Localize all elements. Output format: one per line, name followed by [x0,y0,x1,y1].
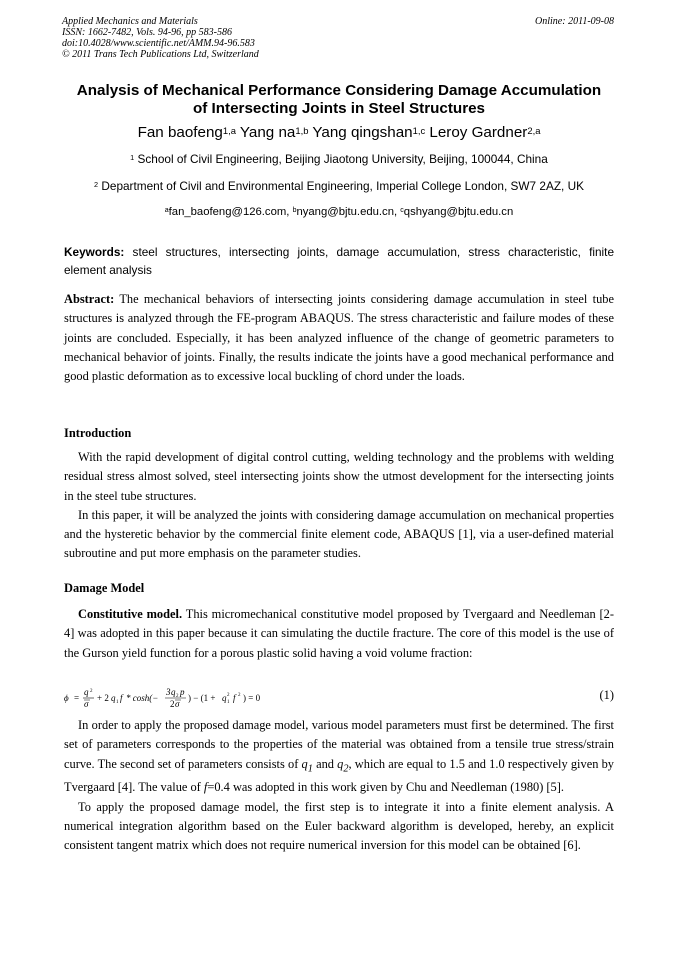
email-link[interactable]: qshyang@bjtu.edu.cn [403,206,514,218]
svg-text:q: q [111,693,116,703]
author-sup: 1,c [412,125,426,137]
svg-text:2: 2 [90,689,93,694]
introduction-body [64,448,614,564]
svg-text:3: 3 [166,687,171,697]
paper-title [60,82,618,118]
gurson-equation [64,686,614,710]
doi-line: doi:10.4028/www.scientific.net/AMM.94-96.583 [62,38,255,49]
svg-text:1: 1 [116,700,119,705]
introduction-paragraph: With the rapid development of digital control cutting, welding technology and the problems with welding residual stress almost solved, steel intersecting joints show the utmost development for the intersecting joints in the steel tube structures. [64,450,614,503]
equation-number: (1) [599,688,614,702]
svg-text:σ: σ [175,699,180,709]
svg-text:q: q [171,687,176,697]
svg-text:* cosh(−: * cosh(− [126,693,159,703]
paragraph-text: In order to apply the proposed damage model, various model parameters must first be determined. The first set of parameters corresponds to the properties of the material was obtained from a tensile true stress/strain curve. The second set of parameters consists of [64,718,614,771]
parameters-paragraph [64,716,614,798]
email-list: $^a$fan_baofeng@126.com, $^b$nyang@bjtu.edu.cn, $^c$qshyang@bjtu.edu.cn [164,206,514,218]
introduction-paragraph: In this paper, it will be analyzed the joints with considering damage accumulation on mechanical properties and the hysteretic behavior by the commercial finite element code, ABAQUS [1], via a user-defined material subroutine and put more emphasis on the parameter studies. [64,507,614,561]
constitutive-model-paragraph [64,605,614,663]
affiliation-2 [40,179,638,193]
q2-subscript: 2 [343,763,349,775]
keywords-section [64,243,614,279]
svg-text:2: 2 [227,693,230,698]
svg-text:+ 2: + 2 [97,693,109,703]
q2-symbol: q [337,756,344,771]
author-name: Yang na [239,124,296,141]
keywords-text: steel structures, intersecting joints, damage accumulation, stress characteristic, finite element analysis [64,245,615,277]
svg-text:2: 2 [170,699,175,709]
abstract-section [64,290,614,386]
email-sup: c [400,206,404,214]
introduction-heading: Introduction [64,426,132,440]
svg-text:σ: σ [84,699,89,709]
affiliation-sup: 1 [130,152,135,162]
email-link[interactable]: nyang@bjtu.edu.cn [296,206,394,218]
svg-text:=: = [74,693,80,703]
svg-text:1: 1 [227,700,230,705]
email-link[interactable]: fan_baofeng@126.com [168,206,287,218]
q1-subscript: 1 [307,763,313,775]
online-date: Online: 2011-09-08 [535,16,614,27]
svg-text:f: f [233,693,236,703]
abstract-label: Abstract: [64,292,115,306]
paragraph-text: =0.4 was adopted in this work given by Chu and Needleman (1980) [5]. [207,780,564,795]
author-sup: 1,b [295,125,309,137]
constitutive-model-text: This micromechanical constitutive model proposed by Tvergaard and Needleman [2-4] was adopted in this paper because it can simulating the ductile fracture. The core of this model is the use of the Gurson yield function for a porous plastic solid having a void volume fraction: [64,607,614,660]
svg-text:f: f [120,693,123,703]
svg-text:p: p [180,687,185,697]
author-name: Leroy Gardner [429,124,528,141]
author-sup: 1,a [222,125,236,137]
affiliation-sup: 2 [94,179,99,189]
integration-paragraph: To apply the proposed damage model, the first step is to integrate it into a finite element analysis. A numerical integration algorithm based on the Euler backward algorithm is developed, hereby, an explicit consistent tangent matrix which does not require numerical inversion for this model can be obtained [6]. [64,799,614,853]
svg-text:) − (1 +: ) − (1 + [188,693,216,703]
keywords-label: Keywords: [64,245,125,259]
title-line-2: of Intersecting Joints in Steel Structures [193,100,485,117]
paragraph-text: , which are equal to 1.5 and 1.0 respectively given by Tvergaard [4]. The value of [64,756,614,795]
and-word: and [316,756,334,771]
damage-model-heading: Damage Model [64,581,145,595]
journal-header [62,16,259,60]
copyright-line: © 2011 Trans Tech Publications Ltd, Switzerland [62,49,259,60]
email-sup: b [292,206,297,214]
author-name: Fan baofeng [137,124,223,141]
q1-symbol: q [301,756,308,771]
svg-text:q: q [84,687,89,697]
svg-text:ϕ: ϕ [64,693,69,703]
abstract-text: The mechanical behaviors of intersecting joints considering damage accumulation in steel tube structures is analyzed through the FE-program ABAQUS. The stress characteristic and failure modes of these joints are concluded. Especially, it has been analyzed influence of the change of geometric parameters to mechanical behavior of joints. Finally, the results indicate the joints have a good mechanical performance and good plastic deformation as to excessive local buckling of chord under the loads. [64,292,615,384]
journal-name: Applied Mechanics and Materials [62,16,198,27]
email-sup: a [164,206,169,214]
author-name: Yang qingshan [312,124,413,141]
damage-model-body [64,716,614,856]
svg-text:) = 0: ) = 0 [243,693,261,703]
affiliation-text: Department of Civil and Environmental Engineering, Imperial College London, SW7 2AZ, UK [101,179,584,193]
f-symbol: f [203,780,208,795]
title-line-1: Analysis of Mechanical Performance Considering Damage Accumulation [76,82,602,99]
svg-text:q: q [222,693,227,703]
svg-text:2: 2 [176,694,179,699]
svg-text:2: 2 [238,693,241,698]
author-sup: 2,a [527,125,541,137]
constitutive-model-label: Constitutive model. [78,607,183,621]
affiliation-1 [40,152,638,166]
affiliation-text: School of Civil Engineering, Beijing Jiaotong University, Beijing, 100044, China [137,152,548,166]
author-list [60,124,618,142]
issn-line: ISSN: 1662-7482, Vols. 94-96, pp 583-586 [62,27,232,38]
